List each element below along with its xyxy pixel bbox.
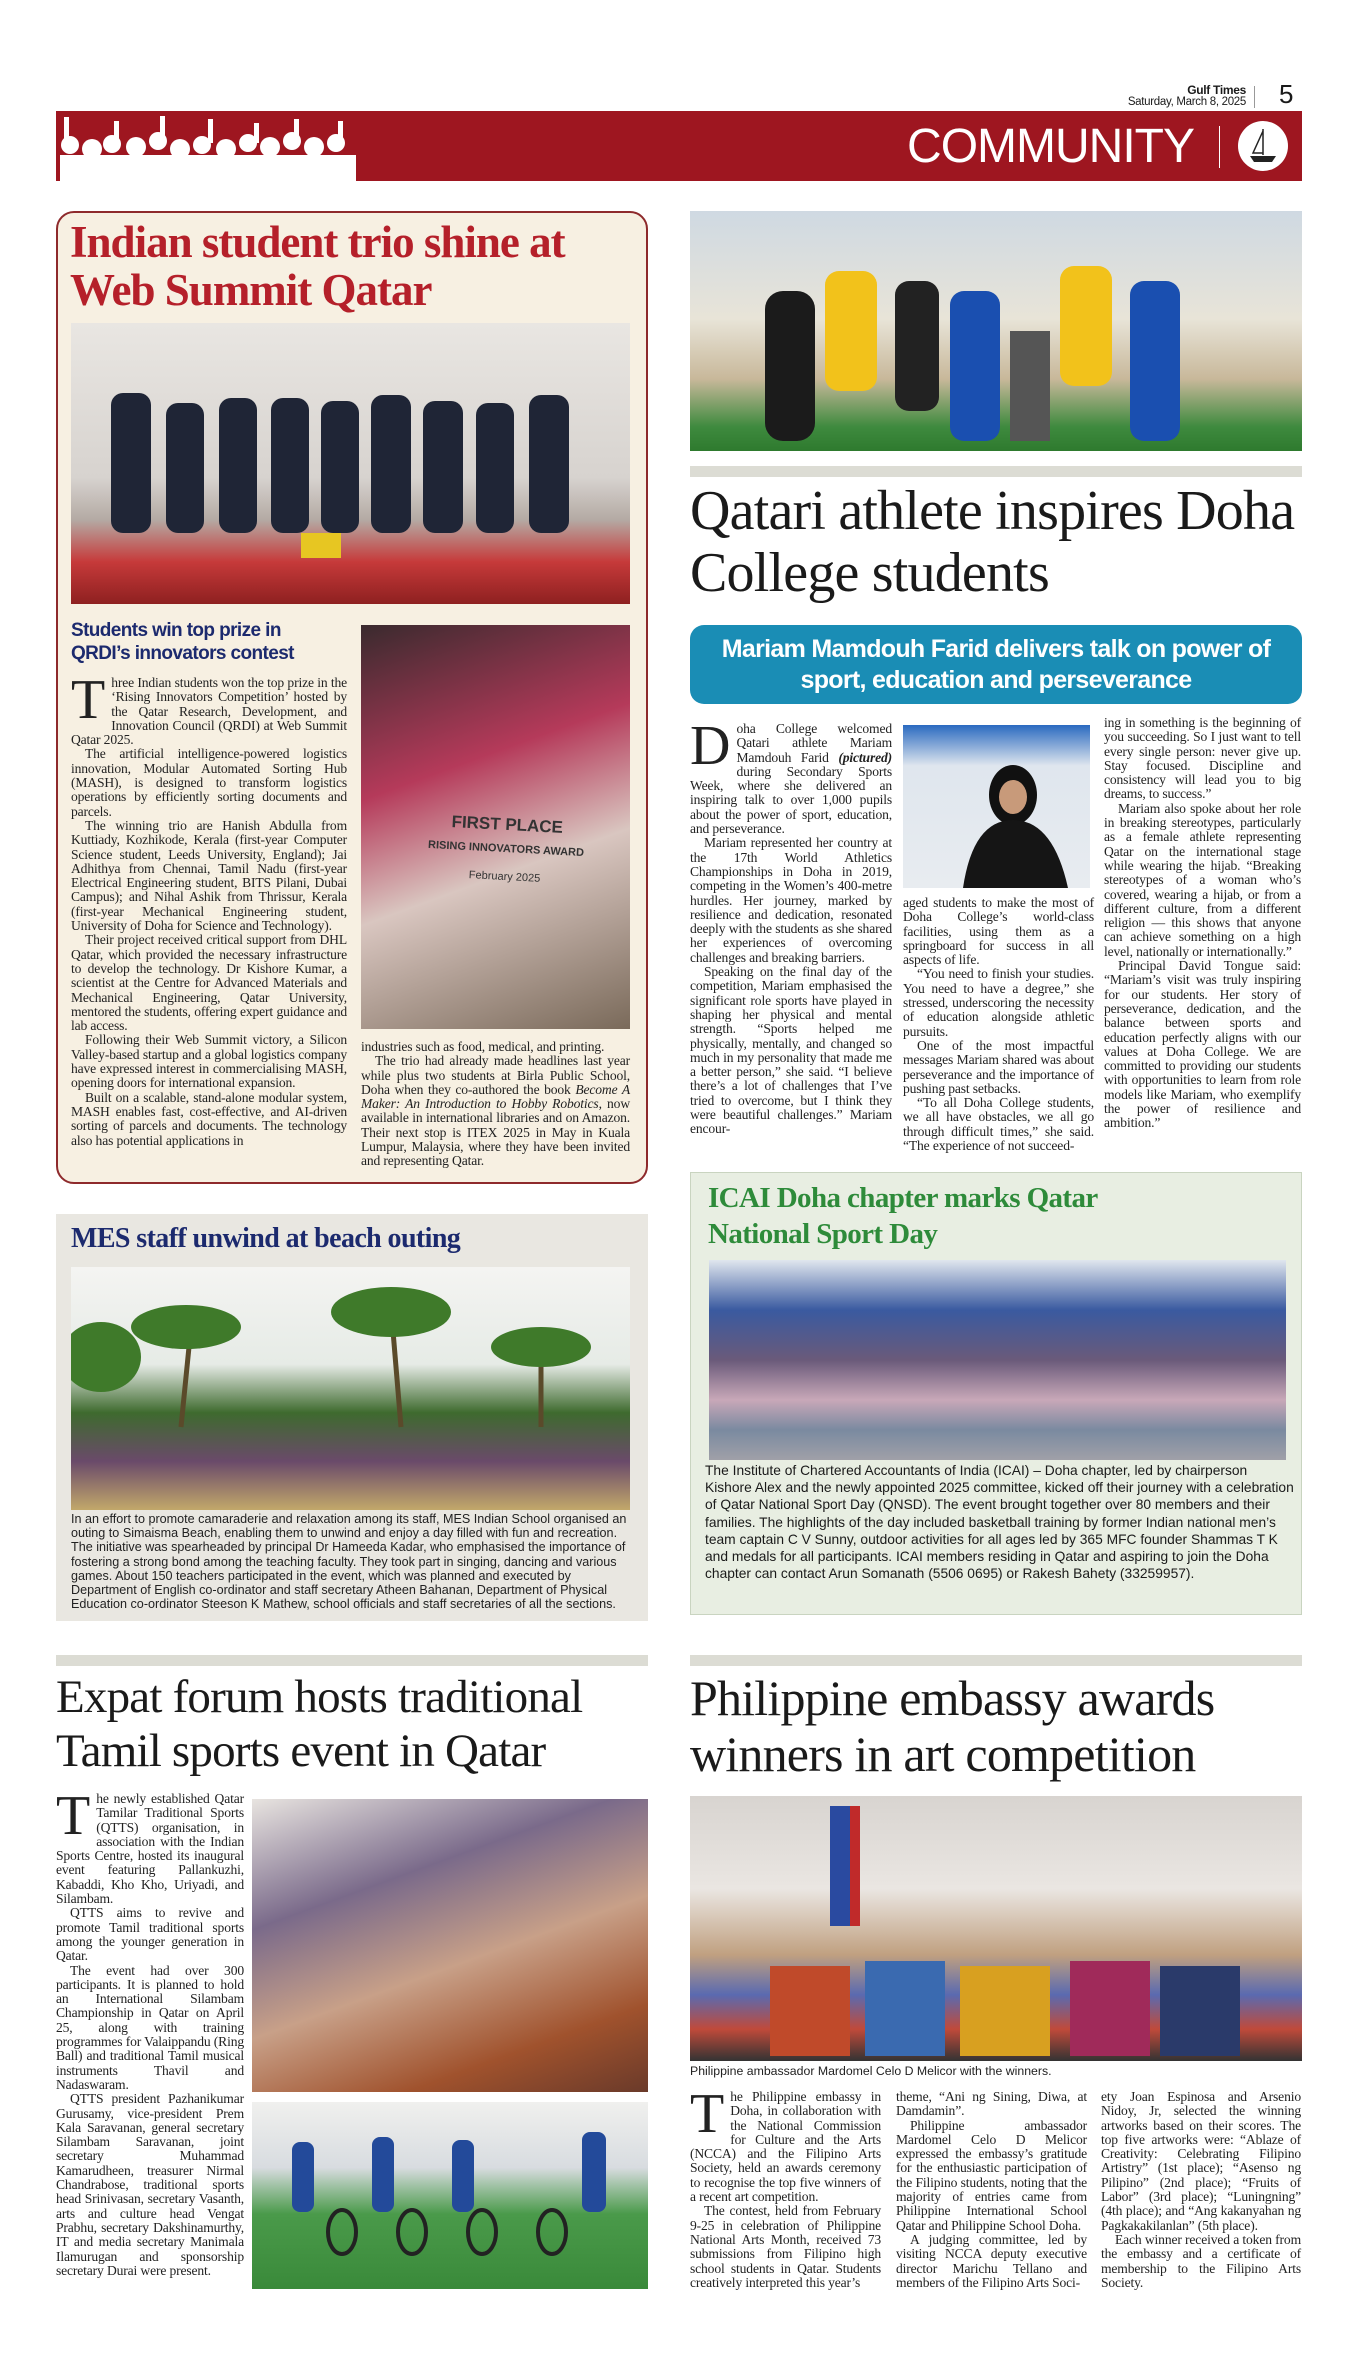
paragraph	[690, 715, 892, 837]
masthead	[1128, 84, 1246, 108]
paragraph-text: The trio had already made headlines last year while plus two students at Birla Public School, Doha when they co-authored the book	[361, 1053, 630, 1097]
paragraph: QTTS aims to revive and promote Tamil traditional sports among the younger generation in Qatar.	[56, 1905, 244, 1964]
section-divider-rule	[690, 1655, 1302, 1666]
philippine-headline: Philippine embassy awards winners in art competition	[690, 1670, 1215, 1782]
photo-beach-outing	[71, 1267, 630, 1510]
paragraph: The winning trio are Hanish Abdulla from Kuttiady, Kozhikode, Kerala (first-year Computer Science student, Leeds University, England); Jai Adhithya from Chennai, Tamil Nadu (first-year Electrical Engineering student, BITS Pilani, Dubai Campus); and Nihal Ashik from Thrissur, Kerala (first-year Mechanical Engineering student, University of Doha for Science and Technology).	[71, 817, 347, 934]
paragraph: Philippine ambassador Mardomel Celo D Melicor expressed the embassy’s gratitude for the enthusiastic participation of the Filipino students, noting that the majority of entries came from Philippine International School Qatar and Philippine School Doha.	[896, 2117, 1087, 2233]
photo-art-winners	[690, 1796, 1302, 2061]
section-divider-rule	[56, 1655, 648, 1666]
mes-headline: MES staff unwind at beach outing	[71, 1223, 461, 1254]
paragraph: The artificial intelligence-powered logistics innovation, Modular Automated Sorting Hub (MASH), is designed to transform logistics operations by efficiently sorting documents and parcels.	[71, 746, 347, 819]
page-number: 5	[1279, 79, 1294, 109]
icai-headline: ICAI Doha chapter marks Qatar National Sport Day	[708, 1182, 1098, 1250]
section-divider-rule	[690, 466, 1302, 477]
paragraph: A judging committee, led by visiting NCCA deputy executive director Marichu Tellano and members of the Filipino Arts Soci-	[896, 2231, 1087, 2290]
paragraph: Mariam represented her country at the 17th World Athletics Championships in Doha in 2019, competing in the Women’s 400-metre hurdles. Her journey, marked by resilience and dedication, resonated deeply with the students as she shared her experiences of overcoming challenges and breaking barriers.	[690, 835, 892, 965]
section-divider	[1219, 126, 1220, 168]
paragraph: The contest, held from February 9-25 in celebration of Philippine National Arts Month, received 73 submissions from Filipino high school students in Qatar. Students creatively interpreted this year’s	[690, 2203, 881, 2290]
photo-caption: Philippine ambassador Mardomel Celo D Melicor with the winners.	[690, 2064, 1052, 2078]
photo-ring-ball-training	[252, 2102, 648, 2289]
paper-name: Gulf Times	[1187, 83, 1246, 97]
paragraph	[361, 1054, 630, 1168]
drop-cap: T	[71, 669, 106, 731]
crowd-silhouette-icon	[56, 111, 356, 181]
qatari-body-col3	[1104, 716, 1301, 1131]
qatari-body-col1	[690, 715, 892, 1137]
drop-cap: T	[56, 1785, 91, 1847]
indian-subhead: Students win top prize in QRDI’s innovators contest	[71, 620, 294, 664]
section-title: COMMUNITY	[907, 120, 1194, 173]
photo-mariam-speaking	[903, 725, 1090, 888]
paragraph-text: he Philippine embassy in Doha, in collaboration with the National Commission for Culture and the Arts (NCCA) and the Filipino Arts Society, held an awards ceremony to recognise the top five winners of a recent art competition.	[690, 2089, 881, 2205]
expat-body	[56, 1785, 244, 2278]
paragraph: ing in something is the beginning of you succeeding. So I just want to tell every single person: never give up. Stay focused. Discipline and consistency will lead you to big dreams, to success.”	[1104, 715, 1301, 802]
pictured-note: (pictured)	[838, 749, 892, 765]
paragraph-text: during Secondary Sports Week, where she delivered an inspiring talk to over 1,000 pupils about the power of sport, education, and perseverance.	[690, 763, 892, 837]
paragraph: QTTS president Pazhanikumar Gurusamy, vice-president Prem Kala Saravanan, general secretary Silambam Saravanan, joint secretary Muhammad Kamarudheen, treasurer Nirmal Chandrabose, traditional sports head Srinivasan, secretary Vasanth, arts and culture head Vengat Prabhu, secretary Dakshinamurthy, IT and media secretary Manimala Ilamurugan and sponsorship secretary Durai were present.	[56, 2091, 244, 2278]
qatari-pill-subhead: Mariam Mamdouh Farid delivers talk on power of sport, education and perseverance	[690, 625, 1302, 704]
paragraph-text: hree Indian students won the top prize in the ‘Rising Innovators Competition’ hosted by the Qatar Research, Development, and Innovation Council (QRDI) at Web Summit Qatar 2025.	[71, 675, 347, 748]
photo-icai-group	[709, 1260, 1286, 1460]
trophy-lettering	[419, 811, 592, 888]
mes-text: In an effort to promote camaraderie and relaxation among its staff, MES Indian School organised an outing to Simaisma Beach, enabling them to unwind and enjoy a day filled with fun and recreation. The initiative was spearheaded by principal Dr Hameeda Kadar, who emphasised the importance of fostering a strong bond among the teaching faculty. They took part in singing, dancing and various games. About 150 teachers participated in the event, which was planned and executed by Department of English co-ordinator and staff secretary Atheen Bahanan, Department of Physical Education co-ordinator Steeson K Mathew, school officials and staff secretaries of all the sections.	[71, 1512, 627, 1612]
trophy-line-3: February 2025	[468, 869, 541, 885]
paragraph: Following their Web Summit victory, a Silicon Valley-based startup and a global logistics company have expressed interest in commercialising MASH, opening doors for international expansion.	[71, 1032, 347, 1091]
paragraph: theme, “Ani ng Sining, Diwa, at Damdamin”.	[896, 2089, 1087, 2119]
paragraph	[56, 1785, 244, 1907]
paragraph: Built on a scalable, stand-alone modular system, MASH enables fast, cost-effective, and AI-driven sorting of parcels and documents. The technology also has potential applications in	[71, 1089, 347, 1148]
book-title: Become A Maker: An Introduction to Hobby Robotics	[361, 1081, 630, 1112]
trophy-line-2: RISING INNOVATORS AWARD	[427, 838, 585, 860]
section-banner	[56, 111, 1302, 181]
paragraph: Speaking on the final day of the competition, Mariam emphasised the significant role sports have played in shaping her physical and mental strength. “Sports helped me physically, mentally, and changed so much in my personality that made me a better person,” she said. “I believe there’s a lot of challenges that I’ve tried to overcome, but I think they were beautiful challenges.” Mariam encour-	[690, 964, 892, 1137]
paragraph	[690, 2083, 881, 2205]
issue-date: Saturday, March 8, 2025	[1127, 96, 1246, 108]
expat-headline: Expat forum hosts traditional Tamil sports event in Qatar	[56, 1671, 583, 1777]
paragraph: ety Joan Espinosa and Arsenio Nidoy, Jr, selected the winning artworks based on their scores. The top five artworks were: “Ablaze of Creativity: Celebrating Filipino Artistry” (1st place); “Asenso ng Pilipino” (2nd place); “Fruits of Labor” (3rd place); “Luningning” (4th place); and “Ang kakanyahan ng Pagkakakilanlan” (5th place).	[1101, 2089, 1301, 2233]
paragraph: Principal David Tongue said: “Mariam’s visit was truly inspiring for our students. Her story of perseverance, dedication, and the balance between sports and education perfectly aligns with our values at Doha College. We are committed to providing our students with opportunities to learn from role models like Mariam, who exemplify the power of resilience and ambition.”	[1104, 958, 1301, 1131]
trophy-line-1: FIRST PLACE	[451, 812, 564, 837]
icai-text: The Institute of Chartered Accountants of India (ICAI) – Doha chapter, led by chairperson Kishore Alex and the newly appointed 2025 committee, kicked off their journey with a celebration of Qatar National Sport Day (QNSD). The event brought together over 80 members and their families. The highlights of the day included basketball training by former Indian national men’s team captain C V Sunny, outdoor activities for all ages led by 365 MFC founder Shammas T K and medals for all participants. ICAI members residing in Qatar and aspiring to join the Doha chapter can contact Arun Somanath (5506 0695) or Rakesh Bahety (33259957).	[705, 1463, 1294, 1582]
paragraph: “You need to finish your studies. You need to have a degree,” she stressed, underscoring the necessity of education alongside athletic pursuits.	[903, 966, 1094, 1039]
paragraph: Each winner received a token from the embassy and a certificate of membership to the Filipino Arts Society.	[1101, 2231, 1301, 2290]
paragraph: “To all Doha College students, we all have obstacles, we all go through difficult times,” she said. “The experience of not succeed-	[903, 1095, 1094, 1154]
masthead-divider	[1254, 86, 1255, 108]
indian-headline: Indian student trio shine at Web Summit Qatar	[70, 217, 565, 315]
philippine-body-col2	[896, 2090, 1087, 2290]
photo-pallankuzhi-game	[252, 1799, 648, 2092]
paragraph: Their project received critical support from DHL Qatar, which provided the necessary infrastructure to develop the technology. Dr Kishore Kumar, a scientist at the Centre for Advanced Materials and Mechanical Engineering, Qatar University, mentored the students, offering expert guidance and lab access.	[71, 932, 347, 1034]
paragraph-text: , now available in international libraries and on Amazon. Their next stop is ITEX 2025 in May in Kuala Lumpur, Malaysia, where they have been invited and representing Qatar.	[361, 1096, 630, 1169]
paragraph: The event had over 300 participants. It is planned to hold an International Silambam Championship in Qatar on April 25, along with training programmes for Valaippandu (Ring Ball) and traditional Tamil musical instruments Thavil and Nadaswaram.	[56, 1962, 244, 2092]
paragraph-text: oha College welcomed Qatari athlete Mariam Mamdouh Farid	[736, 721, 892, 765]
paragraph: industries such as food, medical, and printing.	[361, 1039, 605, 1054]
photo-athletes-celebrating	[690, 211, 1302, 451]
drop-cap: D	[690, 715, 731, 777]
photo-students-group	[71, 323, 630, 604]
philippine-body-col1	[690, 2083, 881, 2290]
paragraph: Mariam also spoke about her role in breaking stereotypes, particularly as a female athlete representing Qatar on the international stage while wearing the hijab. “Breaking stereotypes of a woman who’s covered, wearing a hijab, or from a different culture, from a different religion — this shows that anyone can achieve something on a high level, nationally or internationally.”	[1104, 800, 1301, 959]
indian-body-col1	[71, 669, 347, 1148]
indian-body-col2	[361, 1040, 630, 1169]
philippine-body-col3	[1101, 2090, 1301, 2290]
qatari-headline: Qatari athlete inspires Doha College students	[690, 480, 1295, 604]
photo-trophy	[361, 625, 630, 1029]
paragraph: aged students to make the most of Doha College’s world-class facilities, using them as a springboard for success in all aspects of life.	[903, 895, 1094, 968]
drop-cap: T	[690, 2083, 725, 2145]
qatari-body-col2	[903, 896, 1094, 1153]
dhow-logo-icon	[1238, 121, 1288, 171]
paragraph	[71, 669, 347, 748]
paragraph-text: he newly established Qatar Tamilar Traditional Sports (QTTS) organisation, in association with the Indian Sports Centre, hosted its inaugural event featuring Pallankuzhi, Kabaddi, Kho Kho, Uriyadi, and Silambam.	[56, 1791, 244, 1907]
paragraph: One of the most impactful messages Mariam shared was about perseverance and the importance of pushing past setbacks.	[903, 1037, 1094, 1096]
